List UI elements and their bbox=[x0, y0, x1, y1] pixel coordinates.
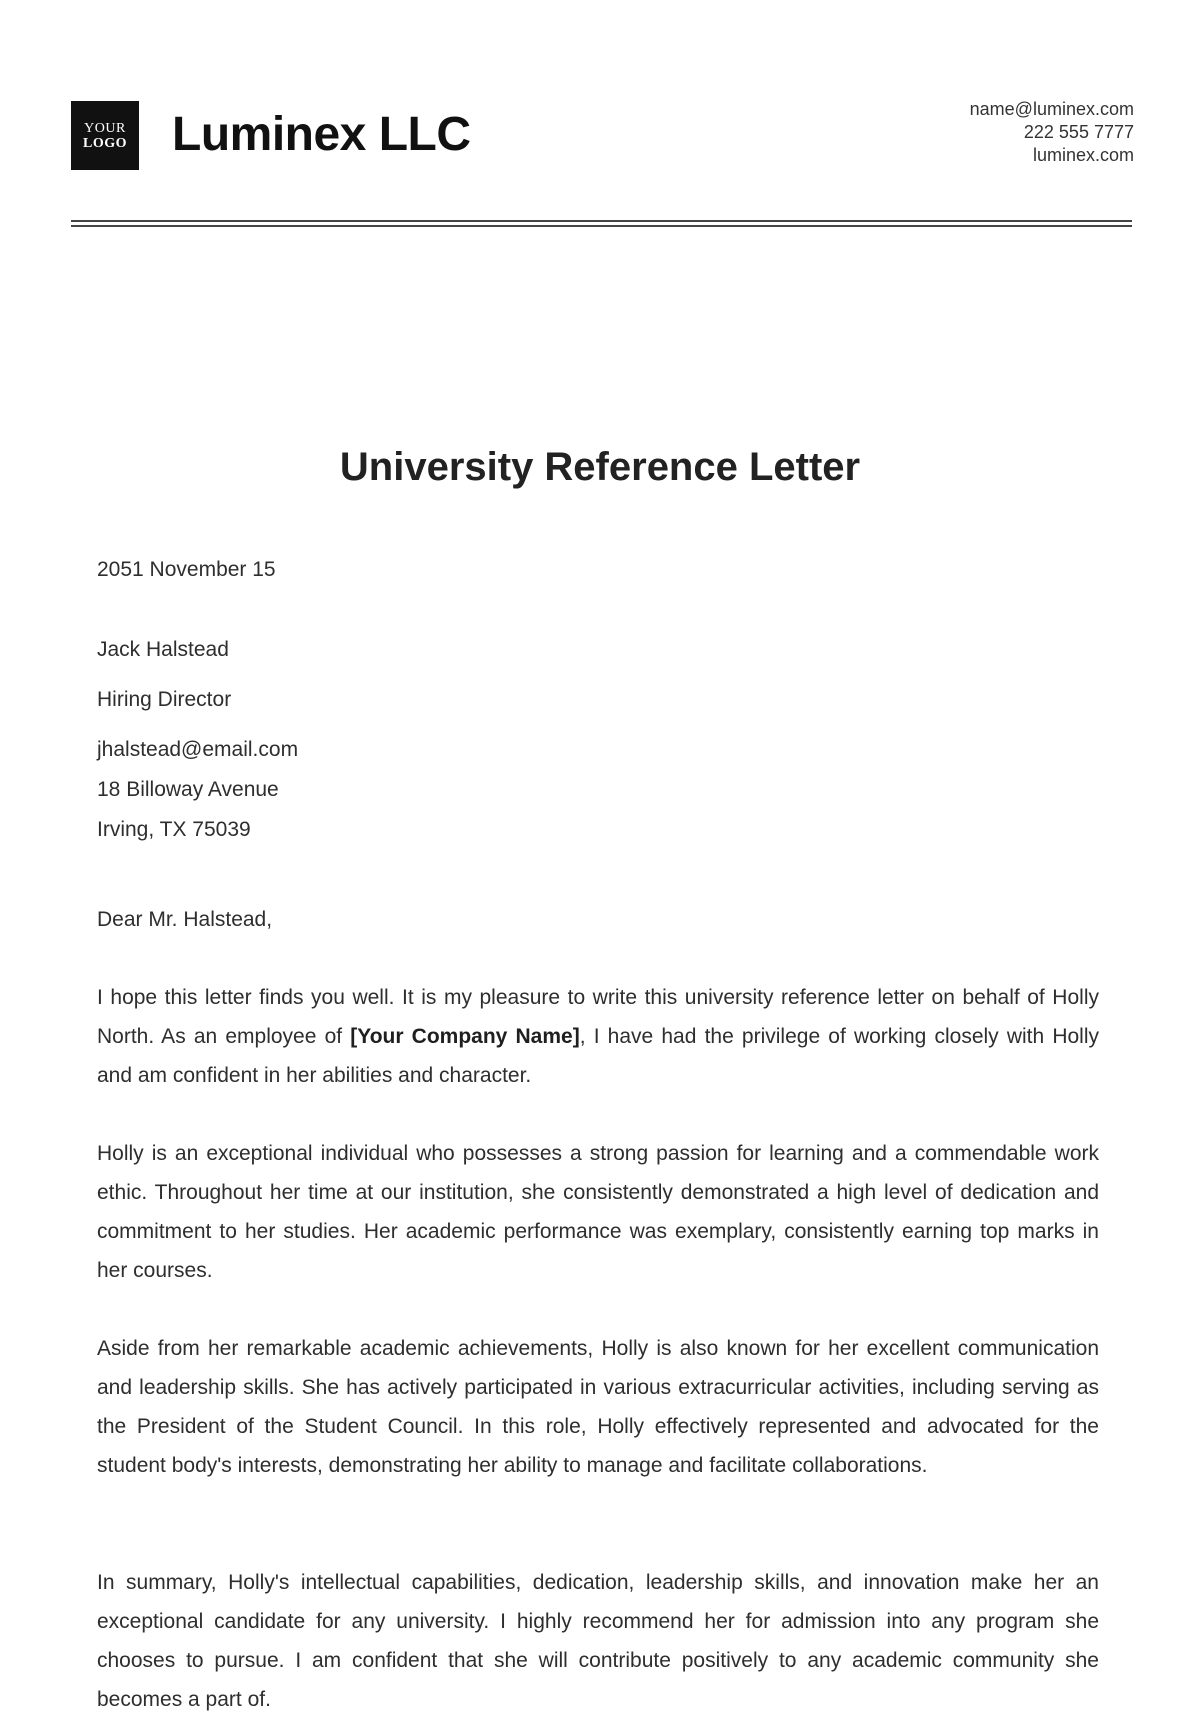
paragraph-summary: In summary, Holly's intellectual capabilities, dedication, leadership skills, and innovation make her an exceptional candidate for any university. I highly recommend her for admission into any program she chooses to pursue. I am confident that she will contribute positively to any academic community she becomes a part of. bbox=[97, 1571, 1099, 1711]
paragraph-intro-end: , I have had the privilege of working closely with Holly and am confident in her abilities and character. bbox=[97, 1025, 1099, 1087]
company-logo bbox=[71, 101, 139, 170]
company-name-placeholder: [Your Company Name] bbox=[350, 1025, 580, 1048]
recipient-position: Hiring Director bbox=[97, 688, 232, 711]
letter-title: University Reference Letter bbox=[339, 445, 861, 489]
paragraph-intro-start: I hope this letter finds you well. It is my pleasure to write this university reference letter on behalf of Holly North. As an employee of bbox=[97, 986, 1099, 1048]
recipient-email: jhalstead@email.com bbox=[97, 738, 299, 761]
company-name: Luminex LLC bbox=[172, 108, 471, 161]
logo-text-line1: YOUR bbox=[84, 120, 126, 136]
contact-website: luminex.com bbox=[1032, 145, 1134, 165]
recipient-address-line1: 18 Billoway Avenue bbox=[97, 778, 279, 801]
header-divider-bottom bbox=[71, 225, 1132, 227]
paragraph-leadership: Aside from her remarkable academic achievements, Holly is also known for her excellent communication and leadership skills. She has actively participated in various extracurricular activities, including serving as the President of the Student Council. In this role, Holly effectively represented and advocated for the student body's interests, demonstrating her ability to manage and facilitate collaborations. bbox=[97, 1337, 1099, 1477]
paragraph-academics: Holly is an exceptional individual who possesses a strong passion for learning and a commendable work ethic. Throughout her time at our institution, she consistently demonstrated a high level of dedication and commitment to her studies. Her academic performance was exemplary, consistently earning top marks in her courses. bbox=[97, 1142, 1099, 1282]
contact-email: name@luminex.com bbox=[969, 99, 1134, 119]
company-contact bbox=[970, 98, 1134, 167]
header-divider-top bbox=[71, 220, 1132, 222]
contact-phone: 222 555 7777 bbox=[1023, 122, 1134, 142]
logo-text-line2: LOGO bbox=[82, 135, 127, 151]
letter-date: 2051 November 15 bbox=[97, 558, 276, 581]
paragraph-intro bbox=[97, 978, 1099, 1095]
recipient-name: Jack Halstead bbox=[97, 638, 229, 661]
salutation: Dear Mr. Halstead, bbox=[97, 908, 273, 931]
recipient-address-line2: Irving, TX 75039 bbox=[97, 818, 251, 841]
